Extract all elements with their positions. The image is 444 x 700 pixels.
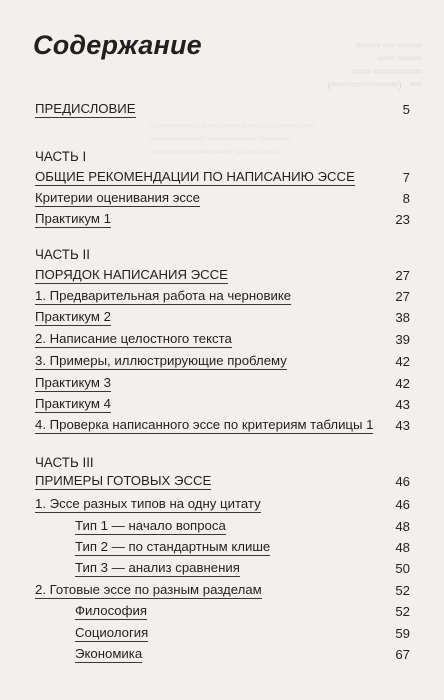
toc-entry-page: 27: [395, 268, 410, 283]
toc-entry-label: 3. Примеры, иллюстрирующие проблему: [35, 353, 287, 368]
show-through-text-body: ≈≈≈≈≈≈≈≈≈ ≈≈≈≈≈≈≈≈ ≈≈≈≈≈≈≈≈≈≈≈≈ ≈≈≈≈≈≈≈≈≈≈ ≈≈≈≈≈≈≈≈≈ ≈≈≈≈≈≈ ≈≈≈≈≈≈≈≈≈≈≈≈≈≈≈ ≈≈≈≈≈≈≈≈: [150, 121, 315, 158]
toc-entry[interactable]: [35, 350, 410, 370]
toc-entry-page: 43: [395, 397, 410, 412]
toc-entry-page: 42: [395, 376, 410, 391]
toc-entry-page: 67: [395, 647, 410, 662]
toc-entry-label: ПРЕДИСЛОВИЕ: [35, 101, 136, 116]
toc-entry-label: Практикум 3: [35, 375, 111, 390]
toc-entry-label: 2. Написание целостного текста: [35, 331, 232, 346]
toc-entry-page: 39: [395, 332, 410, 347]
toc-entry-page: 27: [395, 289, 410, 304]
toc-entry-label: Философия: [75, 603, 148, 618]
toc-entry[interactable]: [35, 393, 410, 413]
toc-entry[interactable]: [35, 98, 410, 118]
toc-part-heading: [35, 145, 410, 165]
toc-subentry[interactable]: [35, 536, 410, 556]
toc-entry-label: Тип 1 — начало вопроса: [75, 518, 226, 533]
toc-part-label: ЧАСТЬ III: [35, 455, 94, 470]
toc-subentry[interactable]: [35, 515, 410, 535]
toc-entry-page: 48: [395, 540, 410, 555]
toc-entry-label: Экономика: [75, 646, 143, 661]
toc-entry[interactable]: [35, 414, 410, 434]
toc-entry-page: 59: [395, 626, 410, 641]
toc-entry[interactable]: [35, 372, 410, 392]
toc-entry-page: 7: [402, 170, 410, 185]
toc-entry-label: 4. Проверка написанного эссе по критериям таблицы 1: [35, 417, 374, 432]
toc-entry[interactable]: [35, 493, 410, 513]
toc-entry[interactable]: [35, 285, 410, 305]
toc-part-heading: [35, 243, 410, 263]
toc-entry-label: Практикум 4: [35, 396, 111, 411]
toc-entry-label: Тип 2 — по стандартным клише: [75, 539, 271, 554]
toc-entry[interactable]: [35, 166, 410, 186]
toc-entry-page: 46: [395, 497, 410, 512]
toc-part-heading: [35, 451, 410, 471]
toc-part-label: ЧАСТЬ I: [35, 149, 87, 164]
toc-entry-label: Практикум 1: [35, 211, 111, 226]
toc-entry[interactable]: [35, 579, 410, 599]
toc-entry-page: 23: [395, 212, 410, 227]
toc-entry-label: ПОРЯДОК НАПИСАНИЯ ЭССЕ: [35, 267, 228, 282]
toc-entry-page: 8: [402, 191, 410, 206]
toc-entry[interactable]: [35, 264, 410, 284]
toc-entry-page: 50: [395, 561, 410, 576]
toc-entry[interactable]: [35, 306, 410, 326]
toc-entry[interactable]: [35, 187, 410, 207]
toc-subentry[interactable]: [35, 557, 410, 577]
toc-entry[interactable]: [35, 470, 410, 490]
toc-entry-page: 46: [395, 474, 410, 489]
toc-entry-label: Тип 3 — анализ сравнения: [75, 560, 240, 575]
toc-subentry[interactable]: [35, 643, 410, 663]
toc-entry-label: Критерии оценивания эссе: [35, 190, 200, 205]
page-title: Содержание: [33, 30, 202, 60]
toc-entry-label: Социология: [75, 625, 149, 640]
toc-entry-label: ПРИМЕРЫ ГОТОВЫХ ЭССЕ: [35, 473, 212, 488]
toc-entry-label: 1. Эссе разных типов на одну цитату: [35, 496, 261, 511]
toc-part-label: ЧАСТЬ II: [35, 247, 90, 262]
toc-entry[interactable]: [35, 328, 410, 348]
toc-entry-page: 42: [395, 354, 410, 369]
toc-subentry[interactable]: [35, 600, 410, 620]
toc-entry-label: Практикум 2: [35, 309, 111, 324]
toc-entry-page: 38: [395, 310, 410, 325]
toc-subentry[interactable]: [35, 622, 410, 642]
toc-entry[interactable]: [35, 208, 410, 228]
toc-entry-label: 2. Готовые эссе по разным разделам: [35, 582, 262, 597]
toc-entry-page: 43: [395, 418, 410, 433]
show-through-text-top: ≈≈≈≈ ≈≈ ≈≈≈≈ ≈≈≈ ≈≈≈≈ ≈≈≈ ≈≈≈≈≈≈≈≈ (≈≈≈≈≈≈≈≈≈≈≈) ≈≈: [327, 40, 422, 91]
toc-entry-label: ОБЩИЕ РЕКОМЕНДАЦИИ ПО НАПИСАНИЮ ЭССЕ: [35, 169, 355, 184]
toc-entry-page: 52: [395, 604, 410, 619]
toc-entry-page: 5: [402, 102, 410, 117]
toc-entry-label: 1. Предварительная работа на черновике: [35, 288, 292, 303]
toc-entry-page: 52: [395, 583, 410, 598]
toc-entry-page: 48: [395, 519, 410, 534]
